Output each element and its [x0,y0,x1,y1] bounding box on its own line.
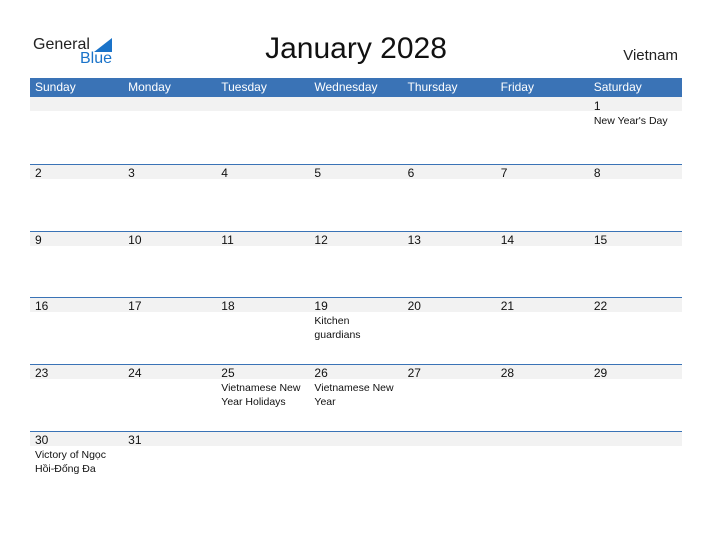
holiday-label: Victory of Ngọc Hồi-Đống Đa [35,449,107,475]
day-number: 7 [500,166,508,180]
logo-text-blue: Blue [80,50,113,67]
day-cell [589,231,682,297]
day-cell [403,231,496,297]
day-cell [309,364,402,430]
weekday-wednesday: Wednesday [314,80,378,94]
day-cell [589,364,682,430]
day-number: 22 [593,299,608,313]
weekday-monday: Monday [128,80,171,94]
day-cell [403,364,496,430]
day-cell [496,364,589,430]
day-cell [309,431,402,497]
day-number: 4 [221,166,228,180]
weekday-thursday: Thursday [407,80,458,94]
day-cell [309,231,402,297]
week-row [30,164,682,230]
week-row [30,364,682,430]
day-cell [496,431,589,497]
holiday-label: Kitchen guardians [314,315,361,341]
day-cell [309,297,402,363]
day-number: 3 [128,166,135,180]
day-cell [216,364,309,430]
day-cell [216,297,309,363]
day-cell [123,364,216,430]
day-cell [403,297,496,363]
week-row [30,431,682,497]
day-cell [123,297,216,363]
weekday-friday: Friday [500,80,534,94]
day-number: 8 [593,166,601,180]
day-cell [403,164,496,230]
day-number: 18 [221,299,235,313]
day-number: 9 [35,233,42,247]
day-number: 31 [128,433,142,447]
day-cell [123,431,216,497]
day-number: 16 [35,299,49,313]
weekday-saturday: Saturday [593,80,642,94]
day-cell [216,164,309,230]
day-cell [30,364,123,430]
day-number: 15 [593,233,608,247]
day-cell [496,164,589,230]
week-row [30,97,682,163]
day-cell [496,97,589,163]
day-cell [589,431,682,497]
day-cell [589,297,682,363]
day-number: 21 [500,299,515,313]
day-number: 2 [35,166,42,180]
day-number: 1 [593,99,601,113]
logo-text-general: General [33,36,90,53]
day-cell [496,297,589,363]
weekday-tuesday: Tuesday [221,80,267,94]
day-number: 19 [314,299,328,313]
day-cell [216,231,309,297]
day-number: 30 [35,433,49,447]
day-cell [403,431,496,497]
day-cell [30,97,123,163]
day-cell [30,231,123,297]
day-cell [403,97,496,163]
day-number: 12 [314,233,328,247]
day-number: 26 [314,366,328,380]
day-number: 14 [500,233,515,247]
day-number: 20 [407,299,421,313]
week-row [30,297,682,363]
weekday-sunday: Sunday [35,80,76,94]
country-label: Vietnam [623,47,678,64]
day-cell [589,164,682,230]
day-cell [216,431,309,497]
day-cell [309,97,402,163]
day-number: 10 [128,233,142,247]
day-number: 11 [221,233,234,247]
holiday-label: Vietnamese New Year Holidays [221,382,301,408]
day-cell [309,164,402,230]
calendar-title: January 2028 [265,32,447,65]
day-cell [123,97,216,163]
day-cell [30,431,123,497]
weekday-header [30,78,682,97]
day-number: 23 [35,366,49,380]
day-cell [123,231,216,297]
holiday-label: Vietnamese New Year [314,382,394,408]
day-number: 27 [407,366,421,380]
day-cell [30,164,123,230]
day-number: 29 [593,366,608,380]
holiday-label: New Year's Day [593,115,668,127]
day-number: 17 [128,299,142,313]
day-number: 13 [407,233,421,247]
day-cell [496,231,589,297]
week-row [30,231,682,297]
day-number: 24 [128,366,142,380]
day-cell [123,164,216,230]
day-number: 5 [314,166,322,180]
day-cell [30,297,123,363]
day-number: 28 [500,366,515,380]
day-number: 6 [407,166,415,180]
day-number: 25 [221,366,235,380]
day-cell [589,97,682,163]
day-cell [216,97,309,163]
